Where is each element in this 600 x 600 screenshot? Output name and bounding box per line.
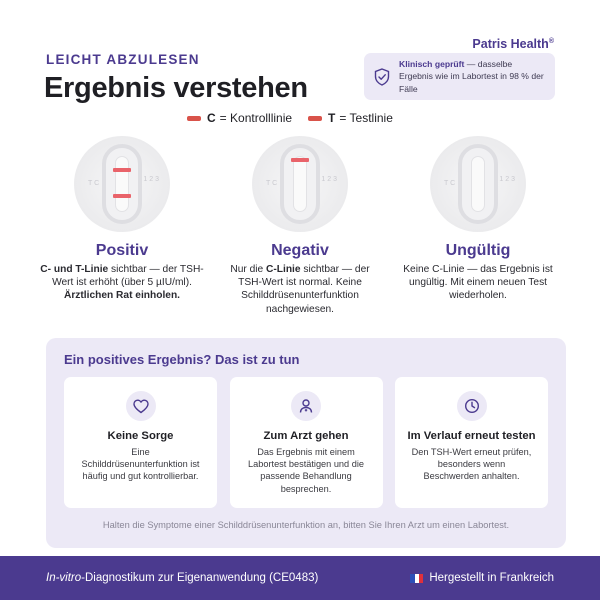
result-title: Positiv [95, 242, 149, 259]
panel-note: Halten die Symptome einer Schilddrüsenunterfunktion an, bitten Sie Ihren Arzt um einen Labortest. [102, 520, 510, 530]
advice-card-retest [395, 377, 548, 508]
footer-bar [0, 556, 600, 600]
result-examples [40, 136, 560, 316]
clinical-badge-text: Klinisch geprüft — dasselbe Ergebnis wie im Labortest in 98 % der Fälle [399, 58, 544, 94]
advice-card-no-worry [64, 377, 217, 508]
card-text: Das Ergebnis mit einem Labortest bestätigen und die passende Behandlung besprechen. [248, 447, 364, 494]
brand-logo: Patris Health® [472, 37, 554, 51]
panel-title: Ein positives Ergebnis? Das ist zu tun [64, 352, 300, 367]
control-line-swatch [187, 116, 201, 121]
card-text: Den TSH-Wert erneut prüfen, besonders wenn Beschwerden anhalten. [411, 447, 532, 482]
result-positive [40, 136, 204, 316]
test-strip-invalid-image: T C 1 2 3 [430, 136, 526, 232]
legend-test-line: T = Testlinie [308, 111, 393, 125]
result-invalid [396, 136, 560, 316]
result-negative [218, 136, 382, 316]
result-title: Negativ [271, 242, 329, 259]
result-title: Ungültig [445, 242, 511, 259]
france-flag-icon [410, 574, 423, 583]
heart-icon [126, 391, 156, 421]
test-strip-positive-image: T C 1 2 3 [74, 136, 170, 232]
card-text: Eine Schilddrüsenunterfunktion ist häufig und gut kontrollierbar. [81, 447, 200, 482]
test-strip-negative-image: T C 1 2 3 [252, 136, 348, 232]
legend-control-line: C = Kontrolllinie [187, 111, 292, 125]
result-description: C- und T-Linie sichtbar — der TSH-Wert ist erhöht (über 5 µIU/ml). Ärztlichen Rat einholen. [40, 264, 204, 302]
shield-check-icon [374, 68, 390, 86]
positive-result-panel [46, 338, 566, 548]
card-title: Zum Arzt gehen [263, 430, 349, 442]
card-title: Keine Sorge [107, 430, 174, 442]
footer-made-in: Hergestellt in Frankreich [410, 572, 554, 584]
clinical-badge [364, 53, 555, 100]
advice-cards [64, 377, 548, 508]
page-title: Ergebnis verstehen [44, 72, 308, 104]
test-line-swatch [308, 116, 322, 121]
result-description: Keine C-Linie — das Ergebnis ist ungültig. Mit einem neuen Test wiederholen. [403, 264, 553, 302]
doctor-icon [291, 391, 321, 421]
footer-ivd-text: In-vitro-Diagnostikum zur Eigenanwendung (CE0483) [46, 572, 319, 584]
card-title: Im Verlauf erneut testen [407, 430, 536, 442]
advice-card-see-doctor [230, 377, 383, 508]
clock-icon [457, 391, 487, 421]
result-description: Nur die C-Linie sichtbar — der TSH-Wert ist normal. Keine Schilddrüsenunterfunktion nachgewiesen. [230, 264, 370, 315]
line-legend [187, 111, 409, 125]
eyebrow-label: LEICHT ABZULESEN [46, 52, 200, 67]
